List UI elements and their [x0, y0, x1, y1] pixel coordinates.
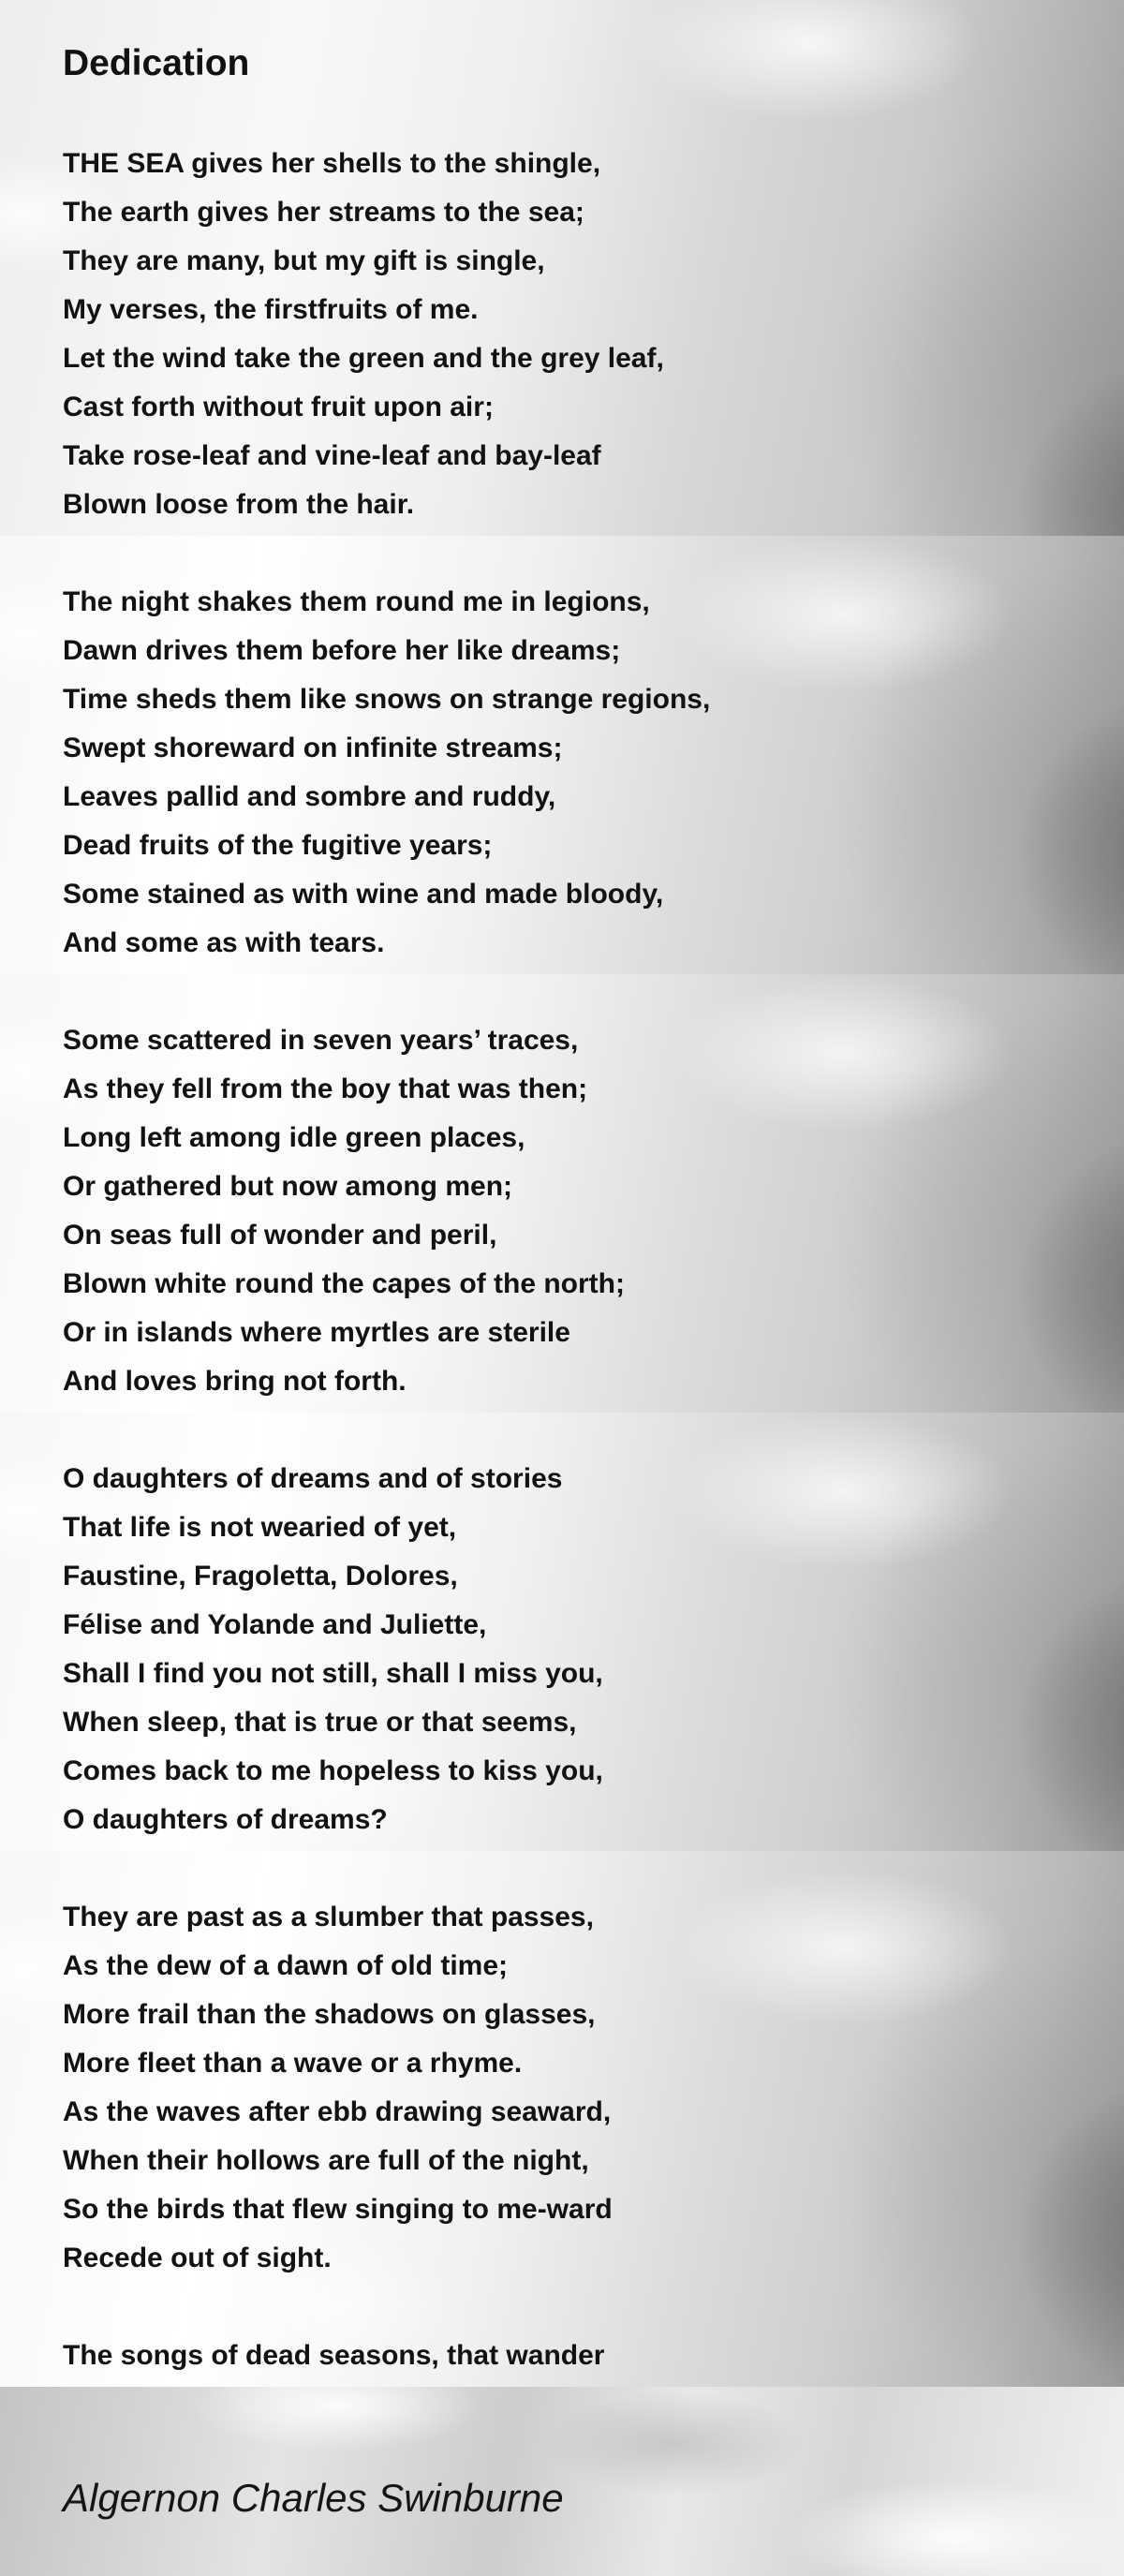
poem-line: Dawn drives them before her like dreams;	[63, 635, 621, 666]
poem-line: That life is not wearied of yet,	[63, 1512, 457, 1543]
poem-line: As the dew of a dawn of old time;	[63, 1950, 509, 1981]
poem-line: Blown white round the capes of the north;	[63, 1268, 625, 1299]
poem-line: On seas full of wonder and peril,	[63, 1220, 497, 1251]
poem-line: Dead fruits of the fugitive years;	[63, 830, 493, 861]
poem-panel-4	[0, 1413, 1124, 1851]
poem-line: Recede out of sight.	[63, 2243, 332, 2273]
poem-line: As they fell from the boy that was then;	[63, 1073, 588, 1104]
poem-line: As the waves after ebb drawing seaward,	[63, 2096, 612, 2127]
stanza-1	[63, 140, 664, 529]
poem-line: Long left among idle green places,	[63, 1122, 525, 1153]
stanza-4	[63, 1455, 603, 1844]
poem-panel-1	[0, 0, 1124, 536]
poem-line: Faustine, Fragoletta, Dolores,	[63, 1561, 458, 1591]
poem-line: The songs of dead seasons, that wander	[63, 2340, 605, 2371]
poem-title: Dedication	[63, 43, 250, 83]
poem-line: Time sheds them like snows on strange regions,	[63, 684, 711, 715]
poem-line: O daughters of dreams?	[63, 1804, 388, 1835]
poem-line: Some stained as with wine and made bloody,	[63, 879, 664, 910]
poem-line: Cast forth without fruit upon air;	[63, 392, 494, 422]
poem-line: More frail than the shadows on glasses,	[63, 1999, 596, 2030]
author-name: Algernon Charles Swinburne	[63, 2476, 564, 2520]
author-footer	[0, 2387, 1124, 2576]
poem-line: The earth gives her streams to the sea;	[63, 197, 584, 228]
stanza-3	[63, 1016, 625, 1406]
poem-line: And some as with tears.	[63, 927, 385, 958]
poem-line: They are many, but my gift is single,	[63, 245, 545, 276]
poem-line: The night shakes them round me in legions,	[63, 586, 650, 617]
poem-panel-2	[0, 536, 1124, 974]
poem-line: THE SEA gives her shells to the shingle,	[63, 148, 601, 179]
poem-line: So the birds that flew singing to me-ward	[63, 2194, 613, 2225]
stanza-5	[63, 1893, 613, 2283]
poem-line: Swept shoreward on infinite streams;	[63, 733, 563, 763]
poem-line: When their hollows are full of the night,	[63, 2145, 589, 2176]
poem-line: They are past as a slumber that passes,	[63, 1902, 594, 1932]
poem-line: Comes back to me hopeless to kiss you,	[63, 1755, 603, 1786]
poem-line: Some scattered in seven years’ traces,	[63, 1025, 579, 1056]
poem-line: Or gathered but now among men;	[63, 1171, 513, 1202]
stanza-6	[63, 2332, 604, 2380]
poem-line: Shall I find you not still, shall I miss you,	[63, 1658, 603, 1689]
poem-line: More fleet than a wave or a rhyme.	[63, 2048, 523, 2079]
poem-line: O daughters of dreams and of stories	[63, 1463, 563, 1494]
stanza-2	[63, 578, 710, 968]
poem-line: Félise and Yolande and Juliette,	[63, 1609, 487, 1640]
poem-line: My verses, the firstfruits of me.	[63, 294, 479, 325]
poem-line: And loves bring not forth.	[63, 1366, 407, 1397]
poem-line: Take rose-leaf and vine-leaf and bay-leaf	[63, 440, 601, 471]
poem-line: Blown loose from the hair.	[63, 489, 415, 520]
poem-panel-5	[0, 1851, 1124, 2387]
poem-line: When sleep, that is true or that seems,	[63, 1707, 577, 1738]
poem-line: Leaves pallid and sombre and ruddy,	[63, 781, 556, 812]
poem-panel-3	[0, 974, 1124, 1413]
poem-line: Let the wind take the green and the grey leaf,	[63, 343, 664, 374]
poem-line: Or in islands where myrtles are sterile	[63, 1317, 570, 1348]
